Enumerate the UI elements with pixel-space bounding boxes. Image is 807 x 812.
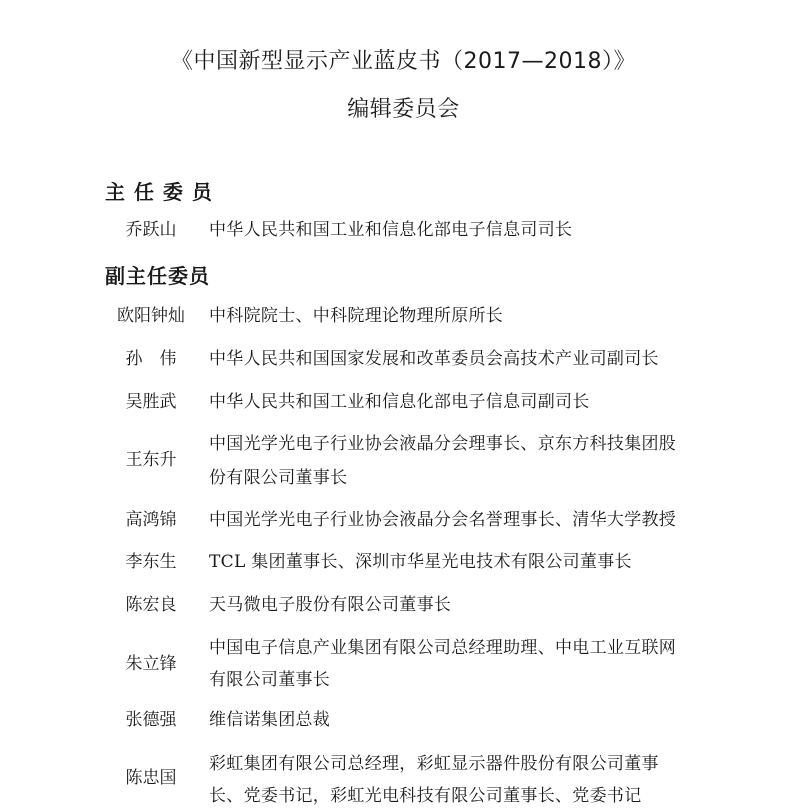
member-role-continued: 有限公司董事长 [209,670,331,690]
member-role: 中华人民共和国国家发展和改革委员会高技术产业司副司长 [209,349,659,369]
member-role: 中华人民共和国工业和信息化部电子信息司副司长 [209,392,590,412]
member-name: 朱立锋 [125,654,177,674]
member-name: 王东升 [125,450,177,470]
member-name: 孙 伟 [125,349,177,369]
document-subtitle: 编辑委员会 [347,97,460,122]
section-heading-vice: 副主任委员 [105,264,210,288]
member-role: 维信诺集团总裁 [209,710,331,730]
member-name: 张德强 [125,710,177,730]
member-role: 中国光学光电子行业协会液晶分会名誉理事长、清华大学教授 [209,510,677,530]
member-name: 陈忠国 [125,768,177,788]
member-role-continued: 份有限公司董事长 [209,468,348,488]
member-role: TCL 集团董事长、深圳市华星光电技术有限公司董事长 [209,552,632,572]
member-role: 天马微电子股份有限公司董事长 [209,595,452,615]
member-role-continued: 长、党委书记，彩虹光电科技有限公司董事长、党委书记 [209,786,642,806]
member-role: 中国光学光电子行业协会液晶分会理事长、京东方科技集团股 [209,434,677,454]
section-heading-chair: 主 任 委 员 [105,180,213,204]
member-role: 中华人民共和国工业和信息化部电子信息司司长 [209,220,573,240]
member-name: 乔跃山 [125,220,177,240]
member-name: 陈宏良 [125,595,177,615]
member-name: 李东生 [125,552,177,572]
document-title: 《中国新型显示产业蓝皮书（2017—2018）》 [171,49,636,74]
member-role: 中科院院士、中科院理论物理所原所长 [209,306,504,326]
member-role: 彩虹集团有限公司总经理，彩虹显示器件股份有限公司董事 [209,754,659,774]
member-name: 吴胜武 [125,392,177,412]
member-name: 高鸿锦 [125,510,177,530]
member-role: 中国电子信息产业集团有限公司总经理助理、中电工业互联网 [209,638,677,658]
member-name: 欧阳钟灿 [117,306,185,326]
